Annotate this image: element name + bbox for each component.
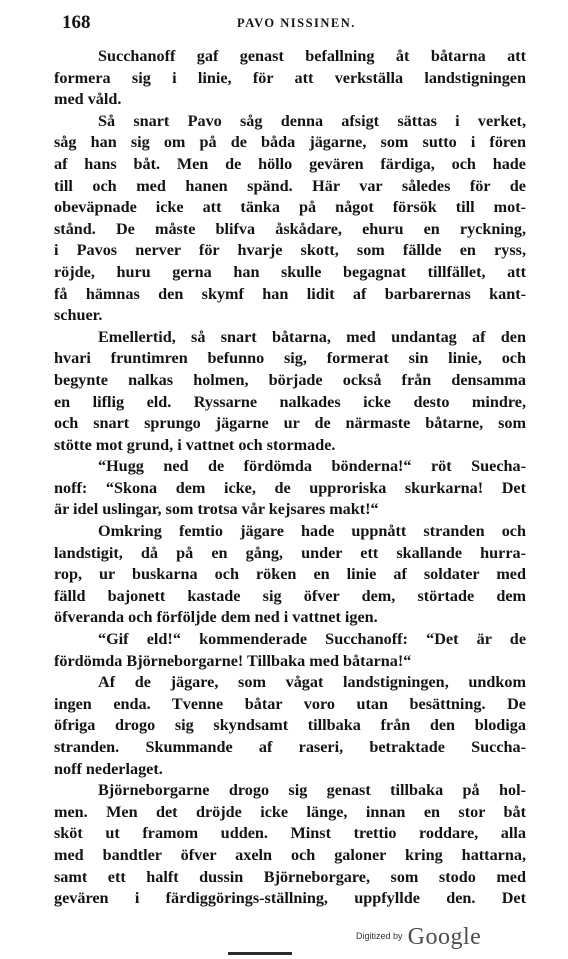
text-line: sköt ut framom udden. Minst trettio roddare, alla: [54, 824, 526, 843]
text-line: Omkring femtio jägare hade uppnått stranden och: [98, 522, 526, 541]
text-line: “Hugg ned de fördömda bönderna!“ röt Suecha-: [98, 457, 526, 476]
text-line: öfriga drogo sig skyndsamt tillbaka från den blodiga: [54, 716, 526, 735]
text-line: till och med hanen spänd. Här var således för de: [54, 176, 526, 195]
text-line: noff nederlaget.: [54, 759, 163, 778]
text-line: Emellertid, så snart båtarna, med undantag af den: [98, 327, 526, 346]
text-line: är idel uslingar, som trotsa vår kejsares makt!“: [54, 500, 379, 519]
text-line: schuer.: [54, 306, 103, 325]
text-line: röjde, huru gerna han skulle begagnat tillfället, att: [54, 262, 526, 281]
text-line: Björneborgarne drogo sig genast tillbaka på hol-: [98, 781, 526, 800]
text-line: ingen enda. Tvenne båtar voro utan besättning. De: [54, 694, 526, 713]
page-number: 168: [62, 12, 91, 33]
text-line: öfveranda och förföljde dem ned i vattnet igen.: [54, 608, 378, 627]
text-line: i Pavos nerver för hvarje skott, som fällde en ryss,: [54, 241, 526, 260]
text-line: hvari fruntimren befunno sig, formerat sin linie, och: [54, 349, 526, 368]
text-line: Så snart Pavo såg denna afsigt sättas i verket,: [98, 111, 526, 130]
text-line: stånd. De måste blifva åskådare, ehuru en ryckning,: [54, 219, 526, 238]
running-title: PAVO NISSINEN.: [237, 16, 356, 30]
text-line: af hans båt. Men de höllo gevären färdiga, och hade: [54, 154, 526, 173]
page-header: [62, 12, 522, 38]
text-line: landstigit, då på en gång, under ett skallande hurra-: [54, 543, 526, 562]
watermark-prefix: Digitized by: [356, 931, 403, 941]
text-line: Succhanoff gaf genast befallning åt båtarna att: [98, 47, 526, 65]
body-text: [54, 46, 526, 910]
text-line: en liflig eld. Ryssarne nalkades icke desto mindre,: [54, 392, 526, 411]
text-line: stranden. Skummande af raseri, betraktade Succha-: [54, 738, 526, 756]
text-line: få hämnas den skymf han lidit af barbarernas kant-: [54, 284, 526, 303]
digitized-watermark: [356, 924, 481, 954]
text-line: stötte mot grund, i vattnet och stormade.: [54, 435, 336, 454]
text-line: “Gif eld!“ kommenderade Succhanoff: “Det är de: [98, 630, 526, 649]
text-line: noff: “Skona dem icke, de upproriska skurkarna! Det: [54, 478, 526, 497]
text-line: begynte nalkas holmen, började också från densamma: [54, 370, 526, 389]
text-line: fälld bajonett kastade sig öfver dem, störtade dem: [54, 586, 526, 605]
text-line: och snart sprungo jägarne ur de närmaste båtarne, som: [54, 414, 526, 433]
text-line: Af de jägare, som vågat landstigningen, undkom: [98, 673, 526, 692]
text-line: med bandtler öfver axeln och galoner kring hattarna,: [54, 845, 526, 864]
text-line: såg han sig om på de båda jägarne, som sutto i fören: [54, 133, 526, 152]
text-line: rop, ur buskarna och röken en linie af soldater med: [54, 565, 526, 584]
text-line: obeväpnade icke att tänka på något försök till mot-: [54, 198, 526, 217]
text-line: fördömda Björneborgarne! Tillbaka med båtarna!“: [54, 651, 412, 670]
text-line: samt ett halft dussin Björneborgare, som stodo med: [54, 867, 526, 886]
scan-edge-mark: [228, 952, 292, 955]
google-logo: Google: [407, 924, 482, 950]
text-line: med våld.: [54, 90, 122, 109]
text-line: gevären i färdiggörings-ställning, uppfyllde den. Det: [54, 889, 526, 908]
text-line: men. Men det dröjde icke länge, innan en stor båt: [54, 802, 526, 821]
text-line: formera sig i linie, för att verkställa landstigningen: [54, 68, 526, 87]
